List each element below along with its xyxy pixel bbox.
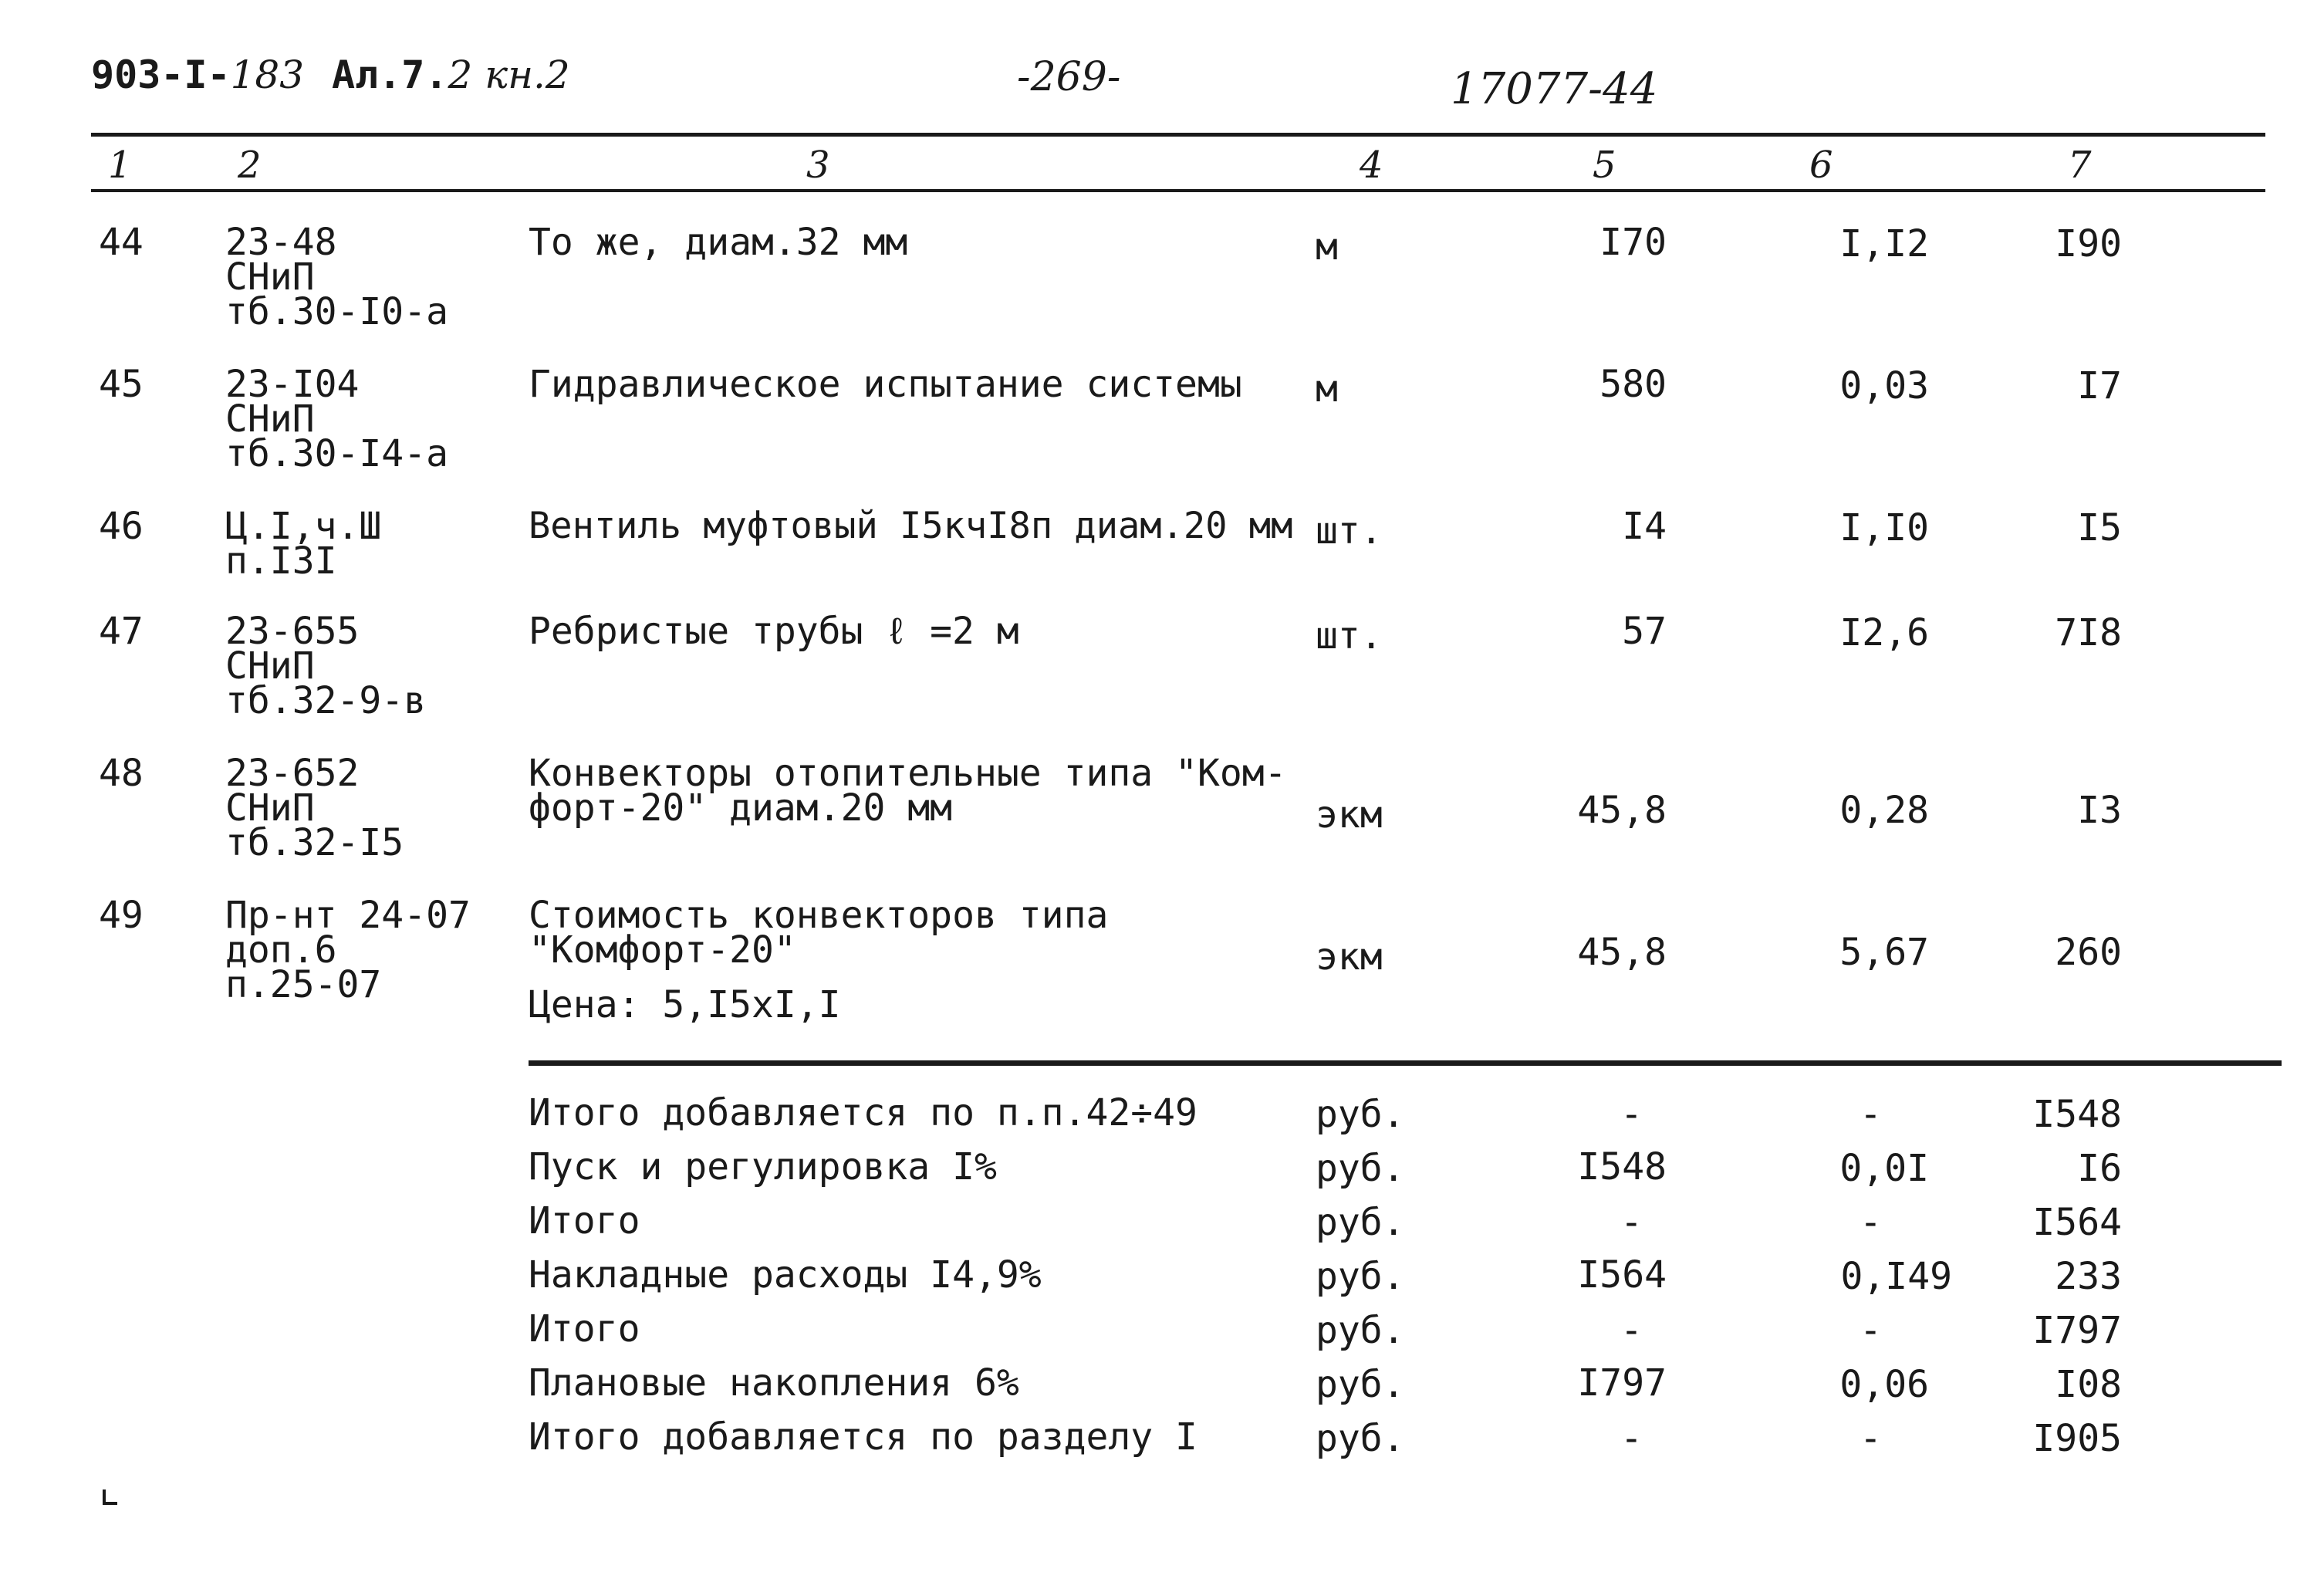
summary-label: Итого добавляется по разделу I — [529, 1415, 1197, 1459]
row-quantity: I70 — [1599, 221, 1667, 264]
row-ref-line: 23-48 — [225, 221, 337, 264]
row-unit: м — [1316, 225, 1338, 269]
column-header-2: 2 — [238, 144, 262, 187]
row-unit: м — [1316, 367, 1338, 411]
summary-label: Итого — [529, 1307, 640, 1351]
row-number: 44 — [99, 221, 144, 264]
row-ref-line: СНиП — [225, 786, 315, 830]
header-album — [332, 52, 570, 97]
row-unit: шт. — [1316, 509, 1383, 553]
row-total: I3 — [2077, 789, 2122, 832]
summary-total: I08 — [2055, 1363, 2122, 1406]
summary-total: I564 — [2032, 1201, 2122, 1244]
column-header-3: 3 — [806, 144, 830, 187]
summary-label: Итого добавляется по п.п.42÷49 — [529, 1091, 1197, 1134]
row-total: I5 — [2077, 506, 2122, 549]
album-code: Ал.7. — [332, 52, 448, 97]
summary-quantity: - — [1620, 1201, 1643, 1244]
row-number: 45 — [99, 363, 144, 406]
row-description: Ребристые трубы ℓ =2 м — [529, 610, 1019, 653]
row-description: То же, диам.32 мм — [529, 221, 908, 264]
row-ref-line: Пр-нт 24-07 — [225, 894, 471, 937]
row-total: I7 — [2077, 364, 2122, 407]
row-ref-line: доп.6 — [225, 928, 337, 972]
row-description: форт-20" диам.20 мм — [529, 786, 953, 830]
column-header-7: 7 — [2068, 144, 2092, 187]
row-price-note: Цена: 5,I5xI,I — [529, 983, 841, 1026]
summary-rate: 0,I49 — [1840, 1255, 1952, 1298]
summary-quantity: I797 — [1577, 1361, 1667, 1405]
summary-unit: руб. — [1316, 1255, 1405, 1298]
row-number: 47 — [99, 610, 144, 653]
summary-unit: руб. — [1316, 1309, 1405, 1352]
summary-label: Накладные расходы I4,9% — [529, 1253, 1042, 1297]
row-description: Вентиль муфтовый I5кчI8п диам.20 мм — [529, 505, 1293, 547]
column-header-4: 4 — [1360, 144, 1383, 187]
row-unit-price: 5,67 — [1839, 931, 1929, 974]
row-quantity: 57 — [1622, 610, 1667, 653]
page-number: -269- — [1017, 54, 1121, 100]
column-header-1: 1 — [108, 144, 132, 187]
row-total: I90 — [2055, 222, 2122, 265]
summary-rate: 0,0I — [1839, 1147, 1929, 1190]
row-quantity: 45,8 — [1577, 789, 1667, 832]
summary-label: Итого — [529, 1199, 640, 1243]
row-quantity: 45,8 — [1577, 931, 1667, 974]
row-description: Стоимость конвекторов типа — [529, 894, 1109, 937]
row-number: 48 — [99, 752, 144, 795]
row-description: "Комфорт-20" — [529, 928, 796, 972]
summary-total: I548 — [2032, 1093, 2122, 1136]
row-ref-line: тб.30-I0-а — [225, 290, 448, 333]
summary-total: I797 — [2032, 1309, 2122, 1352]
row-quantity: 580 — [1599, 363, 1667, 406]
row-description: Гидравлическое испытание системы — [529, 363, 1242, 406]
summary-rate: 0,06 — [1839, 1363, 1929, 1406]
row-total: 7I8 — [2055, 611, 2122, 654]
row-ref-line: СНиП — [225, 255, 315, 299]
row-total: 260 — [2055, 931, 2122, 974]
summary-unit: руб. — [1316, 1363, 1405, 1406]
row-number: 46 — [99, 505, 144, 548]
summary-rule — [529, 1060, 2282, 1066]
summary-unit: руб. — [1316, 1147, 1405, 1190]
album-handwritten: 2 кн.2 — [448, 52, 570, 97]
summary-unit: руб. — [1316, 1417, 1405, 1460]
summary-quantity: - — [1620, 1309, 1643, 1352]
column-header-6: 6 — [1809, 144, 1833, 187]
corner-mark — [102, 1488, 120, 1506]
series-code: 903-I- — [91, 52, 231, 97]
summary-unit: руб. — [1316, 1093, 1405, 1136]
row-unit: экм — [1316, 793, 1383, 837]
summary-rate: - — [1860, 1093, 1882, 1136]
row-quantity: I4 — [1622, 505, 1667, 548]
summary-total: I905 — [2032, 1417, 2122, 1460]
row-unit-price: 0,28 — [1839, 789, 1929, 832]
row-ref-line: СНиП — [225, 644, 315, 688]
summary-label: Плановые накопления 6% — [529, 1361, 1019, 1405]
summary-rate: - — [1860, 1309, 1882, 1352]
row-number: 49 — [99, 894, 144, 937]
column-header-5: 5 — [1593, 144, 1616, 187]
row-unit-price: 0,03 — [1839, 364, 1929, 407]
row-ref-line: СНиП — [225, 397, 315, 441]
summary-quantity: I564 — [1577, 1253, 1667, 1297]
summary-quantity: - — [1620, 1417, 1643, 1460]
row-ref-line: тб.32-I5 — [225, 821, 404, 864]
summary-total: I6 — [2077, 1147, 2122, 1190]
row-unit-price: I,I2 — [1839, 222, 1929, 265]
order-number: 17077-44 — [1451, 64, 1658, 114]
row-ref-line: тб.30-I4-а — [225, 432, 448, 475]
series-handwritten: 183 — [230, 52, 305, 97]
row-ref-line: 23-655 — [225, 610, 360, 653]
header-series — [91, 52, 305, 97]
row-unit-price: I2,6 — [1839, 611, 1929, 654]
summary-unit: руб. — [1316, 1201, 1405, 1244]
row-ref-line: п.I3I — [225, 539, 337, 583]
summary-rate: - — [1860, 1417, 1882, 1460]
row-unit: экм — [1316, 935, 1383, 979]
row-ref-line: тб.32-9-в — [225, 679, 427, 722]
row-unit: шт. — [1316, 614, 1383, 658]
top-rule — [91, 133, 2265, 137]
row-ref-line: п.25-07 — [225, 963, 382, 1006]
summary-quantity: I548 — [1577, 1145, 1667, 1189]
summary-label: Пуск и регулировка I% — [529, 1145, 997, 1189]
summary-total: 233 — [2055, 1255, 2122, 1298]
row-ref-line: 23-652 — [225, 752, 360, 795]
row-description: Конвекторы отопительные типа "Ком- — [529, 752, 1287, 795]
column-header-rule — [91, 189, 2265, 192]
summary-rate: - — [1860, 1201, 1882, 1244]
row-ref-line: 23-I04 — [225, 363, 360, 406]
row-ref-line: Ц.I,ч.Ш — [225, 505, 382, 548]
summary-quantity: - — [1620, 1093, 1643, 1136]
row-unit-price: I,I0 — [1839, 506, 1929, 549]
